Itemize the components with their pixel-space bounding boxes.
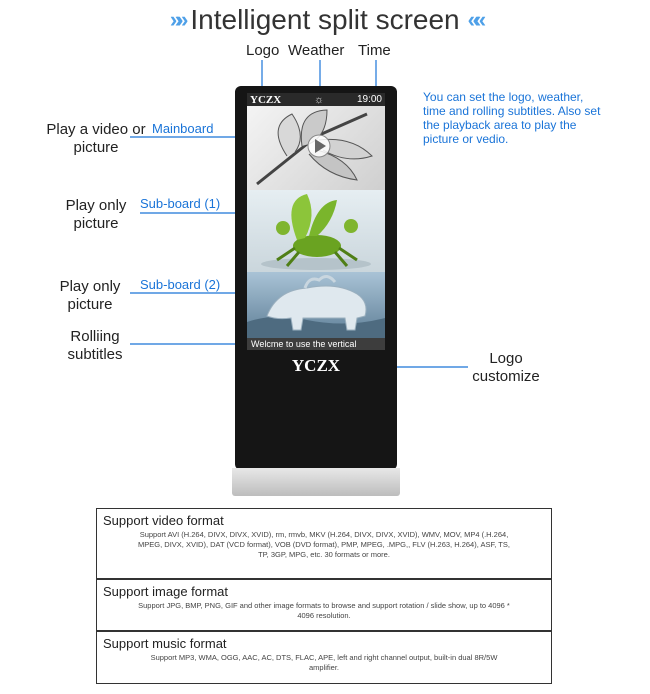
spec-music-heading: Support music format xyxy=(103,636,227,651)
kiosk-logo: YCZX xyxy=(291,356,341,375)
spec-image-heading: Support image format xyxy=(103,584,229,599)
settings-note: You can set the logo, weather, time and rolling subtitles. Also set the playback area to play the picture or vedio. xyxy=(423,90,601,146)
label-logo: Logo xyxy=(246,42,280,59)
label-time: Time xyxy=(358,42,391,59)
spec-image-body: Support JPG, BMP, PNG, GIF and other image formats to browse and support rotation / slide show, up to 4096 * 4096 resolution. xyxy=(138,601,510,620)
crab-image xyxy=(247,190,385,272)
label-subtitles: Rolliing subtitles xyxy=(67,328,123,363)
subboard-1-panel xyxy=(247,190,385,272)
page-title xyxy=(0,0,650,40)
label-mainboard: Mainboard xyxy=(152,121,214,136)
spec-music-box xyxy=(96,631,552,684)
label-main-area: Play a video or picture xyxy=(46,121,146,156)
screen-logo: YCZX xyxy=(250,93,282,106)
label-subboard-1: Sub-board (1) xyxy=(140,196,221,211)
spec-video-box xyxy=(96,508,552,579)
mainboard-panel xyxy=(247,106,385,190)
subboard-2-panel xyxy=(247,272,385,338)
title-text: Intelligent split screen xyxy=(190,4,460,35)
spec-music-body: Support MP3, WMA, OGG, AAC, AC, DTS, FLAC, APE, left and right channel output, built-in dual 8R/5W amplifier. xyxy=(150,653,498,672)
label-subboard-2: Sub-board (2) xyxy=(140,277,221,292)
screen-status-bar xyxy=(247,93,385,106)
kiosk-stand xyxy=(232,468,400,496)
label-weather: Weather xyxy=(288,42,345,59)
spec-image-box xyxy=(96,579,552,631)
spec-video-body: Support AVI (H.264, DIVX, DIVX, XVID), rm, rmvb, MKV (H.264, DIVX, DIVX, XVID), WMV, MOV, MP4 (.H.264, MPEG, DIVX, XVID), DAT (VCD format), VOB (DVD format), PMP, MPEG, .MPG,, FLV (H.263, H.264), ASF, TS, TP, 3GP, MPG, etc. 30 formats or more. xyxy=(138,530,510,559)
label-sub1-area: Play only picture xyxy=(65,197,127,232)
label-logo-customize: Logo customize xyxy=(472,350,540,385)
label-sub2-area: Play only picture xyxy=(59,278,121,313)
screen-time: 19:00 xyxy=(356,94,382,105)
weather-sun-icon: ☼ xyxy=(314,93,325,106)
spec-video-heading: Support video format xyxy=(103,513,224,528)
chevron-right-icon: »» xyxy=(169,7,183,32)
dragonfly-image xyxy=(247,106,385,190)
chevron-left-icon: «« xyxy=(467,7,481,32)
rolling-subtitle-bar: Welcme to use the vertical xyxy=(247,338,385,350)
bear-image xyxy=(247,272,385,338)
